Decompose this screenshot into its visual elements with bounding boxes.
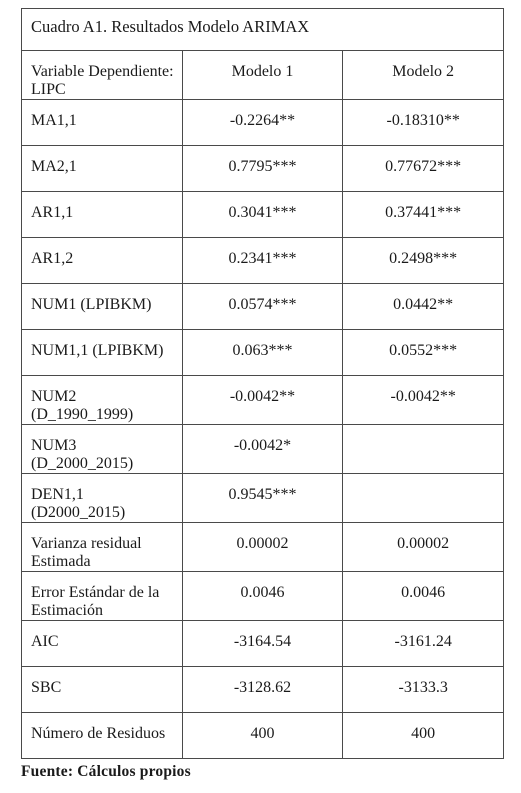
cell-model2 xyxy=(343,425,504,474)
table-row xyxy=(22,284,504,330)
cell-model2: 0.77672*** xyxy=(343,146,504,192)
results-table xyxy=(21,8,504,759)
cell-model1: -3164.54 xyxy=(182,621,343,667)
cell-variable: Varianza residual Estimada xyxy=(22,523,183,572)
cell-model2: 0.0552*** xyxy=(343,330,504,376)
cell-variable: DEN1,1 (D2000_2015) xyxy=(22,474,183,523)
table-row xyxy=(22,425,504,474)
table-title-row xyxy=(22,9,504,51)
cell-model1: 0.7795*** xyxy=(182,146,343,192)
cell-model1: 0.2341*** xyxy=(182,238,343,284)
cell-model1: -0.2264** xyxy=(182,100,343,146)
table-row xyxy=(22,192,504,238)
table-row xyxy=(22,474,504,523)
cell-model1: 0.00002 xyxy=(182,523,343,572)
table-row xyxy=(22,146,504,192)
table-row xyxy=(22,330,504,376)
cell-model1: -0.0042* xyxy=(182,425,343,474)
cell-model2: 0.2498*** xyxy=(343,238,504,284)
cell-model1: 0.0046 xyxy=(182,572,343,621)
cell-model2: 0.0046 xyxy=(343,572,504,621)
cell-model2: 0.00002 xyxy=(343,523,504,572)
cell-variable: Número de Residuos xyxy=(22,713,183,759)
cell-model2: -0.18310** xyxy=(343,100,504,146)
cell-variable: NUM1 (LPIBKM) xyxy=(22,284,183,330)
cell-variable: NUM3 (D_2000_2015) xyxy=(22,425,183,474)
cell-model2 xyxy=(343,474,504,523)
table-row xyxy=(22,376,504,425)
table-row xyxy=(22,713,504,759)
table-row xyxy=(22,667,504,713)
cell-model2: 0.37441*** xyxy=(343,192,504,238)
cell-variable: AIC xyxy=(22,621,183,667)
cell-model1: 400 xyxy=(182,713,343,759)
cell-model2: -3161.24 xyxy=(343,621,504,667)
cell-model1: -3128.62 xyxy=(182,667,343,713)
cell-variable: Error Estándar de la Estimación xyxy=(22,572,183,621)
cell-model1: 0.0574*** xyxy=(182,284,343,330)
table-row xyxy=(22,621,504,667)
source-note: Fuente: Cálculos propios xyxy=(21,763,191,780)
table-header-row xyxy=(22,51,504,100)
cell-model2: -3133.3 xyxy=(343,667,504,713)
cell-variable: SBC xyxy=(22,667,183,713)
cell-model2: 0.0442** xyxy=(343,284,504,330)
cell-model2: -0.0042** xyxy=(343,376,504,425)
cell-variable: AR1,2 xyxy=(22,238,183,284)
table-title: Cuadro A1. Resultados Modelo ARIMAX xyxy=(22,9,504,51)
table-row xyxy=(22,523,504,572)
cell-variable: MA1,1 xyxy=(22,100,183,146)
cell-variable: NUM2 (D_1990_1999) xyxy=(22,376,183,425)
header-variable: Variable Dependiente: LIPC xyxy=(22,51,183,100)
header-model2: Modelo 2 xyxy=(343,51,504,100)
document xyxy=(21,8,504,781)
cell-model2: 400 xyxy=(343,713,504,759)
cell-model1: 0.9545*** xyxy=(182,474,343,523)
cell-model1: -0.0042** xyxy=(182,376,343,425)
cell-variable: MA2,1 xyxy=(22,146,183,192)
table-row xyxy=(22,238,504,284)
cell-variable: AR1,1 xyxy=(22,192,183,238)
table-row xyxy=(22,100,504,146)
cell-model1: 0.063*** xyxy=(182,330,343,376)
header-model1: Modelo 1 xyxy=(182,51,343,100)
cell-model1: 0.3041*** xyxy=(182,192,343,238)
table-row xyxy=(22,572,504,621)
cell-variable: NUM1,1 (LPIBKM) xyxy=(22,330,183,376)
